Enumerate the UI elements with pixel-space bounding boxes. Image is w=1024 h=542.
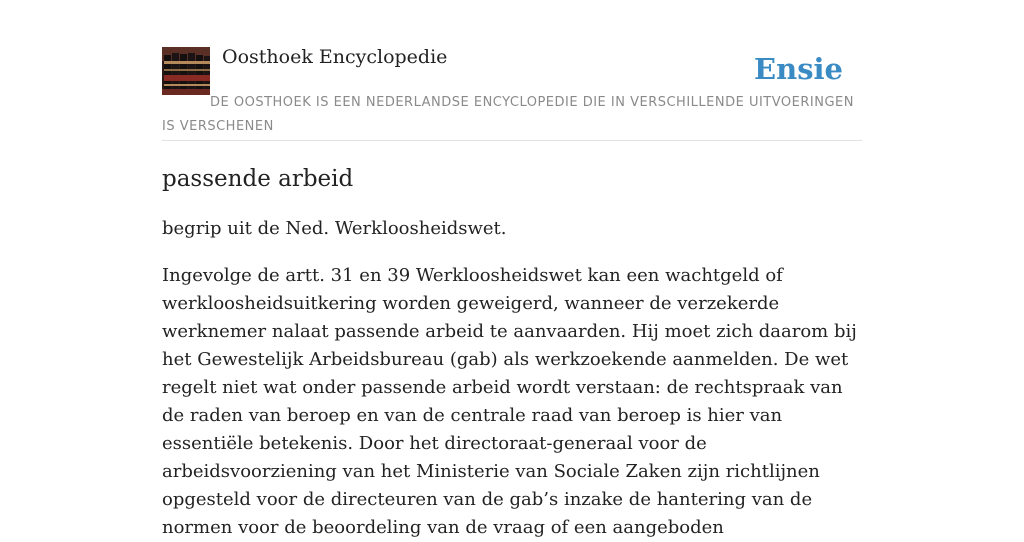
article bbox=[162, 163, 862, 542]
encyclopedia-books-icon bbox=[162, 47, 210, 95]
article-body: Ingevolge de artt. 31 en 39 Werkloosheidswet kan een wachtgeld of werkloosheidsuitkering worden geweigerd, wanneer de verzekerde werknemer nalaat passende arbeid te aanvaarden. Hij moet zich daarom bij het Gewestelijk Arbeidsbureau (gab) als werkzoekende aanmelden. De wet regelt niet wat onder passende arbeid wordt verstaan: de rechtspraak van de raden van beroep en van de centrale raad van beroep is hier van essentiële betekenis. Door het directoraat-generaal voor de arbeidsvoorziening van het Ministerie van Sociale Zaken zijn richtlijnen opgesteld voor de directeuren van de gab’s inzake de hantering van de normen voor de beoordeling van de vraag of een aangeboden bbox=[162, 265, 857, 538]
brand-logo[interactable]: Ensie bbox=[754, 52, 843, 86]
site-description: DE OOSTHOEK IS EEN NEDERLANDSE ENCYCLOPEDIE DIE IN VERSCHILLENDE UITVOERINGEN IS VERSCHENEN bbox=[162, 95, 854, 134]
site-title[interactable]: Oosthoek Encyclopedie bbox=[222, 46, 448, 68]
site-header bbox=[162, 46, 862, 141]
avatar[interactable] bbox=[162, 47, 210, 95]
article-lead: begrip uit de Ned. Werkloosheidswet. bbox=[162, 218, 507, 239]
article-title: passende arbeid bbox=[162, 166, 354, 192]
